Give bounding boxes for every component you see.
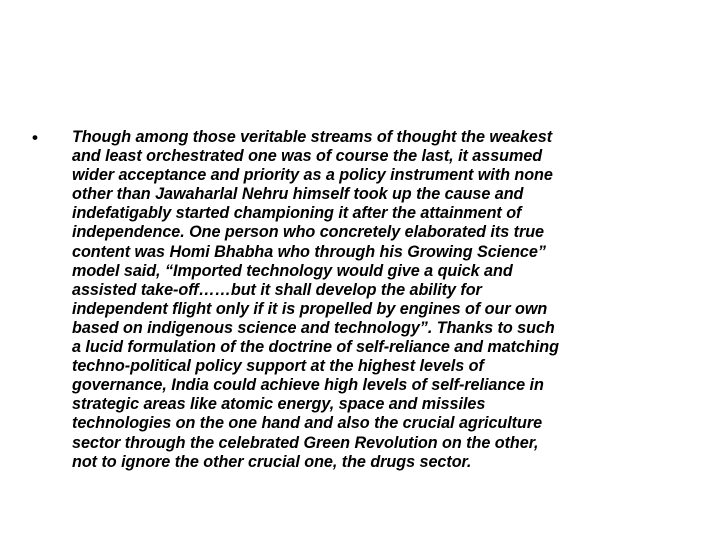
- bullet-item: [32, 128, 692, 472]
- bullet-paragraph: Though among those veritable streams of thought the weakest and least orchestrated one was of course the last, it assumed wider acceptance and priority as a policy instrument with none other than Jawaharlal Nehru himself took up the cause and indefatigably started championing it after the attainment of independence. One person who concretely elaborated its true content was Homi Bhabha who through his Growing Science” model said, “Imported technology would give a quick and assisted take-off……but it shall develop the ability for independent flight only if it is propelled by engines of our own based on indigenous science and technology”. Thanks to such a lucid formulation of the doctrine of self-reliance and matching techno-political policy support at the highest levels of governance, India could achieve high levels of self-reliance in strategic areas like atomic energy, space and missiles technologies on the one hand and also the crucial agriculture sector through the celebrated Green Revolution on the other, not to ignore the other crucial one, the drugs sector.: [72, 128, 559, 471]
- bullet-marker: •: [32, 128, 38, 147]
